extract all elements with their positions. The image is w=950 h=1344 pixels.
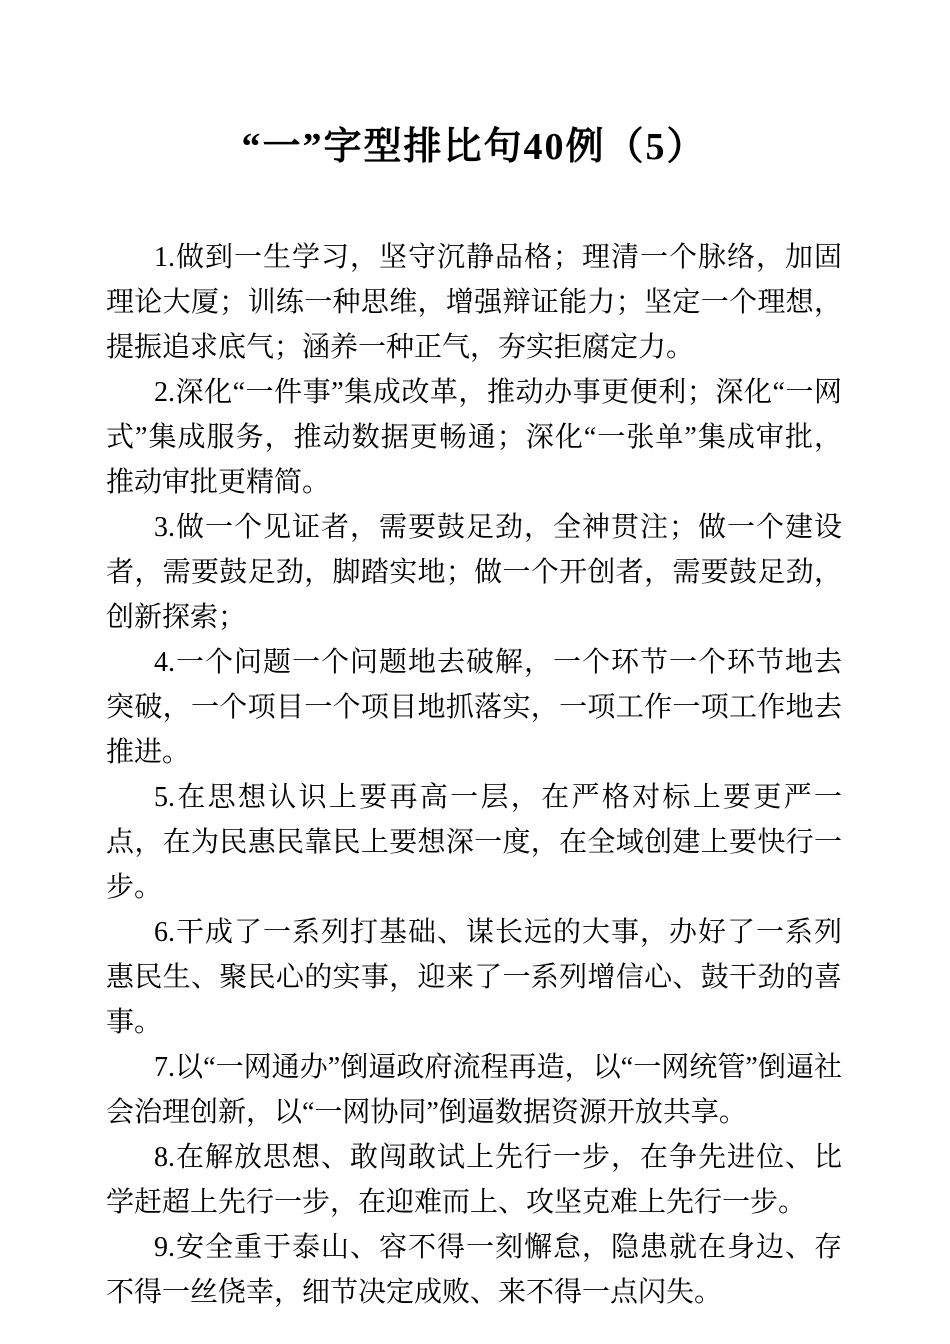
- paragraph: 1.做到一生学习，坚守沉静品格；理清一个脉络，加固理论大厦；训练一种思维，增强辩证能力；坚定一个理想，提振追求底气；涵养一种正气，夯实拒腐定力。: [106, 242, 842, 363]
- paragraph: 2.深化“一件事”集成改革，推动办事更便利；深化“一网式”集成服务，推动数据更畅通；深化“一张单”集成审批，推动审批更精简。: [106, 377, 842, 498]
- paragraph: 4.一个问题一个问题地去破解，一个环节一个环节地去突破，一个项目一个项目地抓落实，一项工作一项工作地去推进。: [106, 647, 842, 768]
- paragraph-list: [106, 235, 842, 1315]
- document-title: “一”字型排比句40例（5）: [241, 126, 707, 168]
- paragraph: 7.以“一网通办”倒逼政府流程再造，以“一网统管”倒逼社会治理创新，以“一网协同”倒逼数据资源开放共享。: [106, 1052, 842, 1128]
- paragraph: 8.在解放思想、敢闯敢试上先行一步，在争先进位、比学赶超上先行一步，在迎难而上、攻坚克难上先行一步。: [106, 1142, 842, 1218]
- paragraph: 3.做一个见证者，需要鼓足劲，全神贯注；做一个建设者，需要鼓足劲，脚踏实地；做一个开创者，需要鼓足劲，创新探索；: [106, 512, 842, 633]
- paragraph: 5.在思想认识上要再高一层，在严格对标上要更严一点，在为民惠民靠民上要想深一度，在全域创建上要快行一步。: [106, 782, 842, 903]
- paragraph: 6.干成了一系列打基础、谋长远的大事，办好了一系列惠民生、聚民心的实事，迎来了一系列增信心、鼓干劲的喜事。: [106, 917, 842, 1038]
- paragraph: 9.安全重于泰山、容不得一刻懈怠，隐患就在身边、存不得一丝侥幸，细节决定成败、来不得一点闪失。: [106, 1232, 842, 1308]
